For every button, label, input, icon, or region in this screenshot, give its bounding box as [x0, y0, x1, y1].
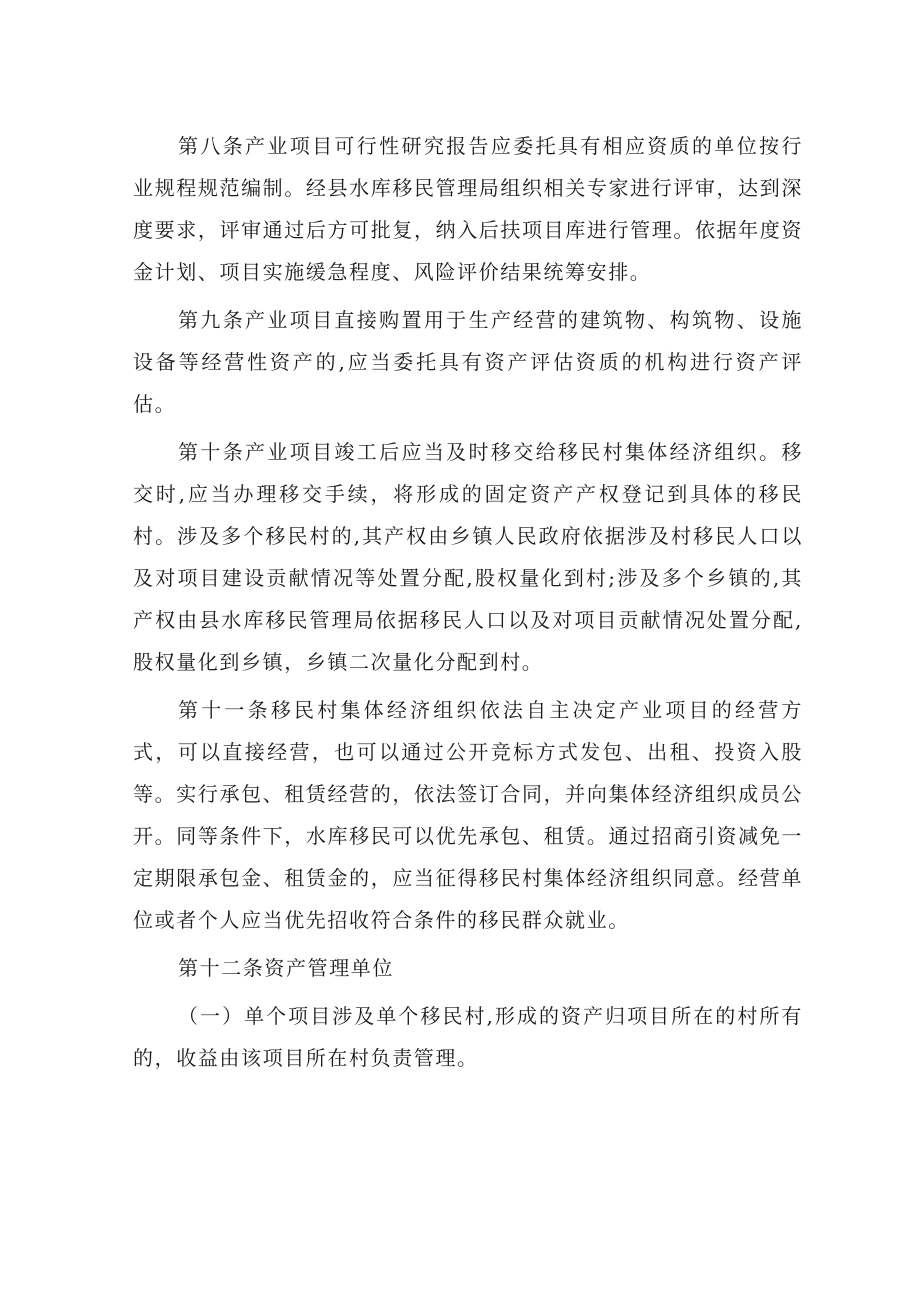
article-8-paragraph: 第八条产业项目可行性研究报告应委托具有相应资质的单位按行业规程规范编制。经县水库移民管理局组织相关专家进行评审，达到深度要求，评审通过后方可批复，纳入后扶项目库进行管理。依据年度资金计划、项目实施缓急程度、风险评价结果统筹安排。 [133, 134, 803, 284]
document-body [133, 125, 803, 1079]
article-11-paragraph: 第十一条移民村集体经济组织依法自主决定产业项目的经营方式，可以直接经营，也可以通过公开竞标方式发包、出租、投资入股等。实行承包、租赁经营的，依法签订合同，并向集体经济组织成员公开。同等条件下，水库移民可以优先承包、租赁。通过招商引资减免一定期限承包金、租赁金的，应当征得移民村集体经济组织同意。经营单位或者个人应当优先招收符合条件的移民群众就业。 [133, 698, 803, 932]
article-12-item-1: （一）单个项目涉及单个移民村,形成的资产归项目所在的村所有的，收益由该项目所在村负责管理。 [133, 1004, 803, 1070]
article-9-paragraph: 第九条产业项目直接购置用于生产经营的建筑物、构筑物、设施设备等经营性资产的,应当委托具有资产评估资质的机构进行资产评估。 [133, 308, 803, 416]
article-12-heading: 第十二条资产管理单位 [178, 956, 394, 980]
article-10-paragraph: 第十条产业项目竣工后应当及时移交给移民村集体经济组织。移交时,应当办理移交手续，将形成的固定资产产权登记到具体的移民村。涉及多个移民村的,其产权由乡镇人民政府依据涉及村移民人口以及对项目建设贡献情况等处置分配,股权量化到村;涉及多个乡镇的,其产权由县水库移民管理局依据移民人口以及对项目贡献情况处置分配,股权量化到乡镇，乡镇二次量化分配到村。 [133, 440, 803, 674]
